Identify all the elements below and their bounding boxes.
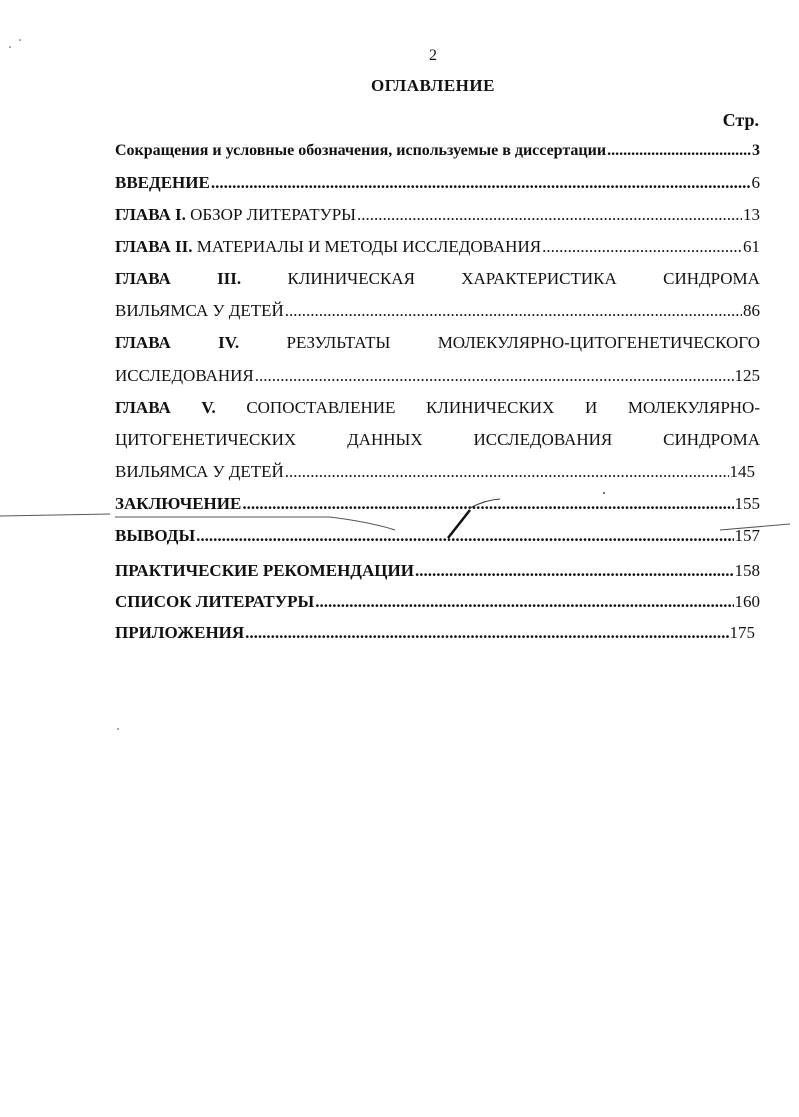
toc-word: СИНДРОМА [663, 430, 760, 449]
page-column-label: Стр. [722, 110, 759, 130]
leader-dots [285, 301, 742, 321]
toc-word: ИССЛЕДОВАНИЯ [473, 430, 613, 449]
toc-entry-label: ИССЛЕДОВАНИЯ [115, 366, 254, 385]
toc-entry-chapter-5[interactable] [115, 398, 760, 422]
scan-speck [19, 39, 21, 41]
toc-entry-page: 125 [734, 366, 760, 385]
toc-entry-page: 155 [734, 494, 760, 513]
toc-entry-chapter-number: V. [201, 398, 216, 417]
toc-entry-chapter-4[interactable] [115, 333, 760, 357]
toc-entry-page: 3 [752, 142, 760, 159]
toc-word: КЛИНИЧЕСКИХ [426, 398, 555, 417]
leader-dots [315, 592, 733, 612]
toc-entry-label: МАТЕРИАЛЫ И МЕТОДЫ ИССЛЕДОВАНИЯ [196, 237, 542, 256]
toc-entry-label: Сокращения и условные обозначения, используемые в диссертации [115, 142, 607, 159]
scan-speck [117, 728, 119, 730]
toc-entry-chapter-number: IV. [218, 333, 240, 352]
toc-word: МОЛЕКУЛЯРНО- [627, 398, 760, 417]
toc-word: ГЛАВА [115, 269, 171, 288]
toc-entry-conclusion[interactable] [115, 494, 760, 518]
toc-entry-chapter-number: ГЛАВА I. [115, 205, 186, 224]
toc-entry-label: ВИЛЬЯМСА У ДЕТЕЙ [115, 301, 284, 320]
toc-word: ГЛАВА [115, 398, 171, 417]
toc-entry-chapter-5-cont[interactable] [115, 462, 755, 486]
toc-entry-chapter-3-cont[interactable] [115, 301, 760, 325]
toc-entry-chapter-4-cont[interactable] [115, 366, 760, 390]
toc-word: МОЛЕКУЛЯРНО-ЦИТОГЕНЕТИЧЕСКОГО [437, 333, 760, 352]
toc-word: ДАННЫХ [347, 430, 423, 449]
toc-entry-page: 145 [729, 462, 755, 481]
leader-dots [542, 237, 742, 257]
toc-entry-label: ПРИЛОЖЕНИЯ [115, 623, 245, 642]
toc-word: СИНДРОМА [663, 269, 760, 288]
toc-entry-chapter-5-line2[interactable] [115, 430, 760, 454]
toc-word: КЛИНИЧЕСКАЯ [287, 269, 415, 288]
toc-entry-page: 6 [751, 173, 760, 192]
toc-entry-introduction[interactable] [115, 173, 760, 197]
toc-word: СОПОСТАВЛЕНИЕ [246, 398, 396, 417]
toc-entry-chapter-number: ГЛАВА II. [115, 237, 193, 256]
toc-word: ЦИТОГЕНЕТИЧЕСКИХ [115, 430, 297, 449]
toc-entry-page: 157 [734, 526, 760, 545]
toc-entry-chapter-number: III. [217, 269, 242, 288]
page-number: 2 [429, 47, 437, 64]
toc-entry-page: 160 [734, 592, 760, 611]
toc-entry-page: 61 [743, 237, 760, 256]
toc-entry-abbreviations[interactable] [115, 142, 760, 166]
page-title: ОГЛАВЛЕНИЕ [371, 76, 495, 95]
toc-entry-appendices[interactable] [115, 623, 755, 647]
toc-word: РЕЗУЛЬТАТЫ [286, 333, 391, 352]
toc-entry-label: ЗАКЛЮЧЕНИЕ [115, 494, 242, 513]
toc-word: ХАРАКТЕРИСТИКА [461, 269, 617, 288]
toc-entry-page: 158 [734, 561, 760, 580]
leader-dots [242, 494, 733, 514]
toc-entry-chapter-3[interactable] [115, 269, 760, 293]
toc-entry-label: ОБЗОР ЛИТЕРАТУРЫ [190, 205, 356, 224]
leader-dots [255, 366, 734, 386]
toc-entry-references[interactable] [115, 592, 760, 616]
leader-dots [196, 526, 733, 546]
leader-dots [357, 205, 742, 225]
toc-word: ГЛАВА [115, 333, 171, 352]
toc-entry-chapter-2[interactable] [115, 237, 760, 261]
toc-entry-chapter-1[interactable] [115, 205, 760, 229]
toc-entry-label: ПРАКТИЧЕСКИЕ РЕКОМЕНДАЦИИ [115, 561, 414, 580]
toc-entry-findings[interactable] [115, 526, 760, 550]
toc-entry-label: ВВЕДЕНИЕ [115, 173, 210, 192]
leader-dots [211, 173, 751, 193]
toc-word: И [584, 398, 598, 417]
leader-dots [607, 142, 751, 160]
toc-entry-recommendations[interactable] [115, 561, 760, 585]
leader-dots [415, 561, 734, 581]
toc-entry-page: 13 [743, 205, 760, 224]
toc-entry-label: ВИЛЬЯМСА У ДЕТЕЙ [115, 462, 284, 481]
leader-dots [245, 623, 728, 643]
toc-entry-page: 86 [743, 301, 760, 320]
toc-entry-label: СПИСОК ЛИТЕРАТУРЫ [115, 592, 315, 611]
toc-entry-label: ВЫВОДЫ [115, 526, 196, 545]
leader-dots [285, 462, 729, 482]
toc-entry-page: 175 [729, 623, 755, 642]
